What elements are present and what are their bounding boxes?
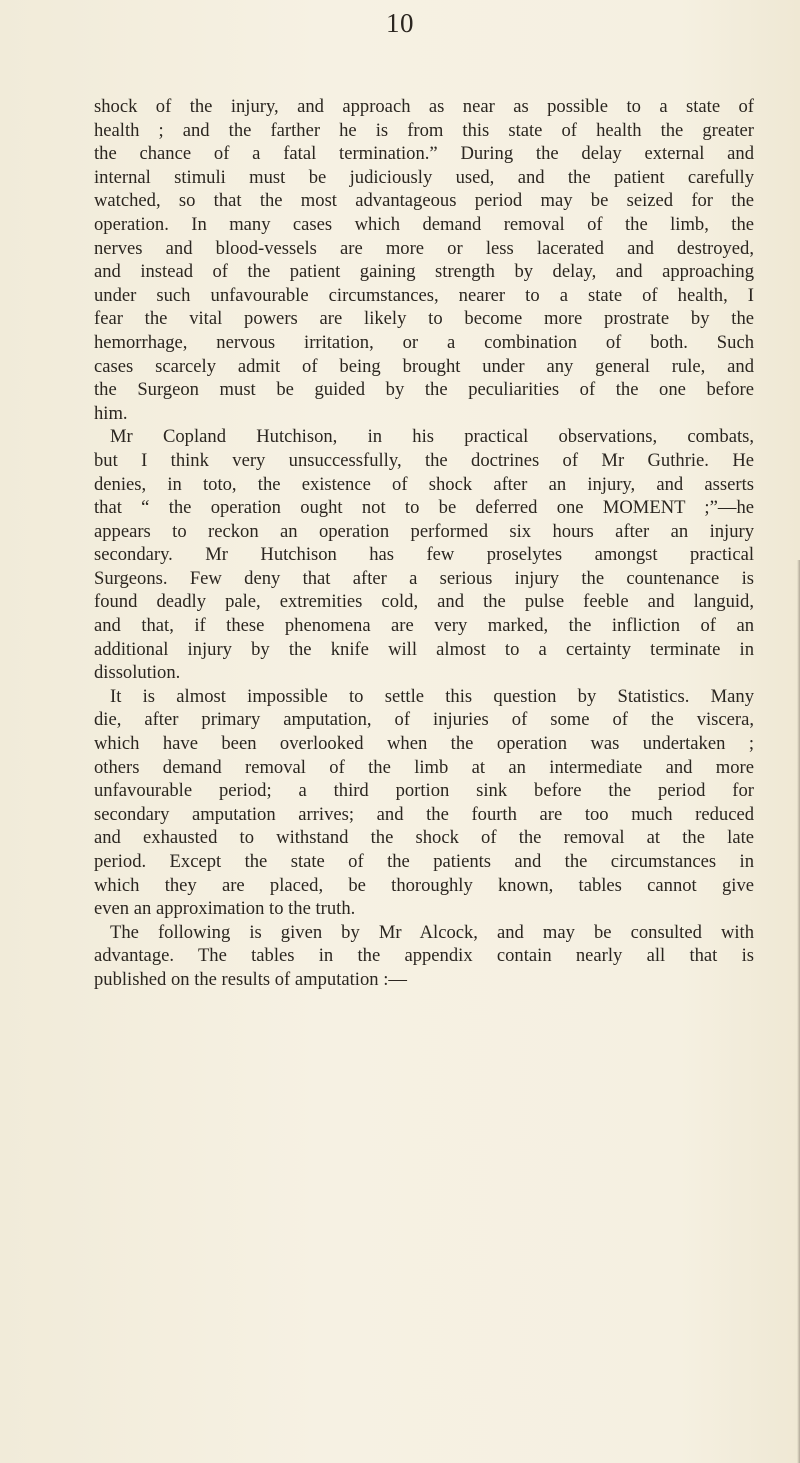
text-line: under such unfavourable circumstances, nearer to a state of health, I xyxy=(94,284,754,306)
text-line: and that, if these phenomena are very marked, the infliction of an xyxy=(94,615,754,637)
text-line: and instead of the patient gaining strength by delay, and approaching xyxy=(94,261,754,283)
text-line: health ; and the farther he is from this state of health the greater xyxy=(94,119,754,141)
paragraph xyxy=(94,685,754,921)
text-line: watched, so that the most advantageous period may be seized for the xyxy=(94,190,754,212)
paragraph xyxy=(94,921,754,992)
text-line: Surgeons. Few deny that after a serious injury the countenance is xyxy=(94,567,754,589)
body-text xyxy=(94,95,754,992)
text-line: operation. In many cases which demand removal of the limb, the xyxy=(94,213,754,235)
text-line: that “ the operation ought not to be deferred one MOMENT ;”—he xyxy=(94,497,754,519)
text-line: advantage. The tables in the appendix contain nearly all that is xyxy=(94,945,754,967)
text-line: secondary amputation arrives; and the fourth are too much reduced xyxy=(94,803,754,825)
text-line: cases scarcely admit of being brought under any general rule, and xyxy=(94,355,754,377)
text-line: which have been overlooked when the operation was undertaken ; xyxy=(94,733,754,755)
text-line: Mr Copland Hutchison, in his practical observations, combats, xyxy=(110,426,754,448)
text-line: additional injury by the knife will almost to a certainty terminate in xyxy=(94,638,754,660)
text-line: others demand removal of the limb at an intermediate and more xyxy=(94,756,754,778)
text-line: die, after primary amputation, of injuries of some of the viscera, xyxy=(94,709,754,731)
text-line: It is almost impossible to settle this question by Statistics. Many xyxy=(110,685,754,707)
text-line: secondary. Mr Hutchison has few proselytes amongst practical xyxy=(94,544,754,566)
text-line: and exhausted to withstand the shock of the removal at the late xyxy=(94,827,754,849)
text-line: denies, in toto, the existence of shock after an injury, and asserts xyxy=(94,473,754,495)
text-line: hemorrhage, nervous irritation, or a combination of both. Such xyxy=(94,331,754,353)
text-line: shock of the injury, and approach as near as possible to a state of xyxy=(94,96,754,117)
text-line: but I think very unsuccessfully, the doctrines of Mr Guthrie. He xyxy=(94,449,754,471)
text-line: period. Except the state of the patients and the circumstances in xyxy=(94,851,754,872)
page-number: 10 xyxy=(386,8,414,38)
text-line: the chance of a fatal termination.” During the delay external and xyxy=(94,143,754,165)
text-line: fear the vital powers are likely to become more prostrate by the xyxy=(94,308,754,330)
text-line: The following is given by Mr Alcock, and may be consulted with xyxy=(110,921,754,943)
text-line: published on the results of amputation :— xyxy=(94,968,407,990)
text-line: internal stimuli must be judiciously used, and the patient carefully xyxy=(94,166,754,188)
text-line: nerves and blood-vessels are more or less lacerated and destroyed, xyxy=(94,237,754,259)
text-line: which they are placed, be thoroughly known, tables cannot give xyxy=(94,874,754,896)
paragraph xyxy=(94,425,754,685)
text-line: found deadly pale, extremities cold, and the pulse feeble and languid, xyxy=(94,591,754,613)
text-line: dissolution. xyxy=(94,662,181,684)
text-line: him. xyxy=(94,402,128,424)
paragraph xyxy=(94,95,754,425)
text-line: even an approximation to the truth. xyxy=(94,898,356,920)
text-line: the Surgeon must be guided by the peculiarities of the one before xyxy=(94,379,754,401)
text-line: unfavourable period; a third portion sink before the period for xyxy=(94,780,754,802)
text-line: appears to reckon an operation performed six hours after an injury xyxy=(94,520,754,542)
